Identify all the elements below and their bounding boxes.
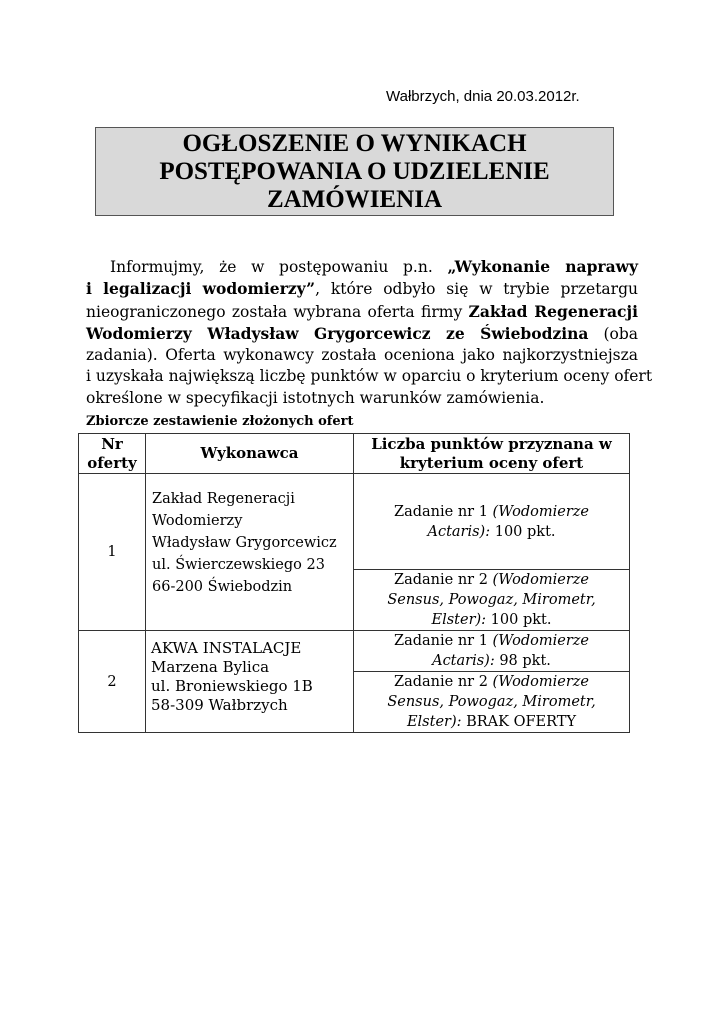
paragraph-line-6: i uzyskała największą liczbę punktów w oparciu o kryterium oceny ofert [86, 367, 653, 386]
header-contractor: Wykonawca [146, 434, 354, 474]
header-text: Liczba punktów przyznana w [371, 434, 612, 453]
task-scope: (Wodomierze [492, 633, 589, 649]
paragraph-line-3 [86, 301, 638, 323]
paragraph-line-1 [86, 256, 638, 278]
address-line: 66-200 Świebodzin [152, 579, 293, 595]
winner-name: Zakład Regeneracji [468, 301, 638, 321]
address-line: Zakład Regeneracji [152, 491, 295, 507]
task-line [354, 502, 629, 522]
contract-name: „Wykonanie naprawy [447, 257, 638, 276]
table-row [79, 631, 630, 672]
paragraph-line-2 [86, 278, 638, 300]
address-line: ul. Broniewskiego 1B [151, 677, 313, 695]
task-label: Zadanie nr 1 [394, 504, 493, 520]
address-line: AKWA INSTALACJE [151, 639, 302, 657]
paragraph-text: Informujmy, że w postępowaniu p.n. [110, 258, 448, 276]
task-label: Zadanie nr 2 [394, 572, 493, 588]
task-points-cell [354, 672, 630, 733]
paragraph-text: , które odbyło się w trybie przetargu [315, 280, 638, 299]
offer-number: 1 [79, 474, 146, 631]
header-offer-number [79, 434, 146, 474]
task-scope: Elster): [431, 612, 487, 628]
contractor-cell [146, 631, 354, 733]
task-line [354, 651, 629, 671]
paragraph-line-4 [86, 323, 638, 345]
address-line: 58-309 Wałbrzych [151, 696, 288, 714]
task-scope: Actaris): [427, 524, 491, 540]
task-label: Zadanie nr 1 [394, 633, 493, 649]
task-label: Zadanie nr 2 [394, 674, 493, 690]
contract-name: i legalizacji wodomierzy” [86, 279, 316, 299]
date-line: Wałbrzych, dnia 20.03.2012r. [386, 88, 580, 105]
task-result: 100 pkt. [490, 524, 556, 540]
address-line: ul. Świerczewskiego 23 [152, 557, 325, 573]
address-line: Marzena Bylica [151, 658, 270, 676]
task-line [354, 672, 629, 692]
contractor-address [146, 474, 353, 598]
header-points [354, 434, 630, 474]
address-line: Wodomierzy [152, 513, 243, 529]
offer-number: 2 [79, 631, 146, 733]
task-line [354, 522, 629, 542]
task-line [354, 610, 629, 630]
offers-table [78, 433, 630, 733]
header-text: oferty [87, 453, 137, 472]
task-points-cell [354, 570, 630, 631]
task-result: 98 pkt. [494, 653, 551, 669]
task-line: Sensus, Powogaz, Mirometr, [387, 592, 596, 608]
task-result: 100 pkt. [486, 612, 552, 628]
table-row [79, 474, 630, 570]
winner-name: Wodomierzy Władysław Grygorcewicz ze Świebodzina [86, 323, 589, 343]
task-scope: Actaris): [432, 653, 495, 669]
announcement-paragraph [86, 256, 653, 409]
task-line: Sensus, Powogaz, Mirometr, [387, 694, 596, 710]
task-points-cell [354, 631, 630, 672]
paragraph-line-7: określone w specyfikacji istotnych warunków zamówienia. [86, 388, 545, 407]
task-scope: (Wodomierze [492, 504, 589, 520]
table-caption: Zbiorcze zestawienie złożonych ofert [86, 414, 354, 429]
title-line-3: ZAMÓWIENIA [266, 185, 442, 213]
task-line [354, 570, 629, 590]
paragraph-text: (oba [588, 324, 638, 343]
title-line-2: POSTĘPOWANIA O UDZIELENIE [159, 157, 550, 185]
task-scope: (Wodomierze [492, 572, 589, 588]
paragraph-text: nieograniczonego została wybrana oferta firmy [86, 302, 469, 321]
announcement-title [95, 127, 614, 216]
contractor-cell [146, 474, 354, 631]
task-line [354, 631, 629, 651]
task-points-cell [354, 474, 630, 570]
paragraph-line-5: zadania). Oferta wykonawcy została oceniona jako najkorzystniejsza [86, 346, 638, 365]
task-scope: (Wodomierze [492, 674, 589, 690]
address-line: Władysław Grygorcewicz [152, 535, 337, 551]
task-result: BRAK OFERTY [461, 714, 577, 730]
title-line-1: OGŁOSZENIE O WYNIKACH [182, 129, 527, 157]
table-header-row [79, 434, 630, 474]
task-line [354, 712, 629, 732]
header-text: kryterium oceny ofert [399, 453, 584, 472]
header-text: Nr [101, 434, 123, 453]
task-scope: Elster): [406, 714, 462, 730]
contractor-address [146, 631, 353, 715]
